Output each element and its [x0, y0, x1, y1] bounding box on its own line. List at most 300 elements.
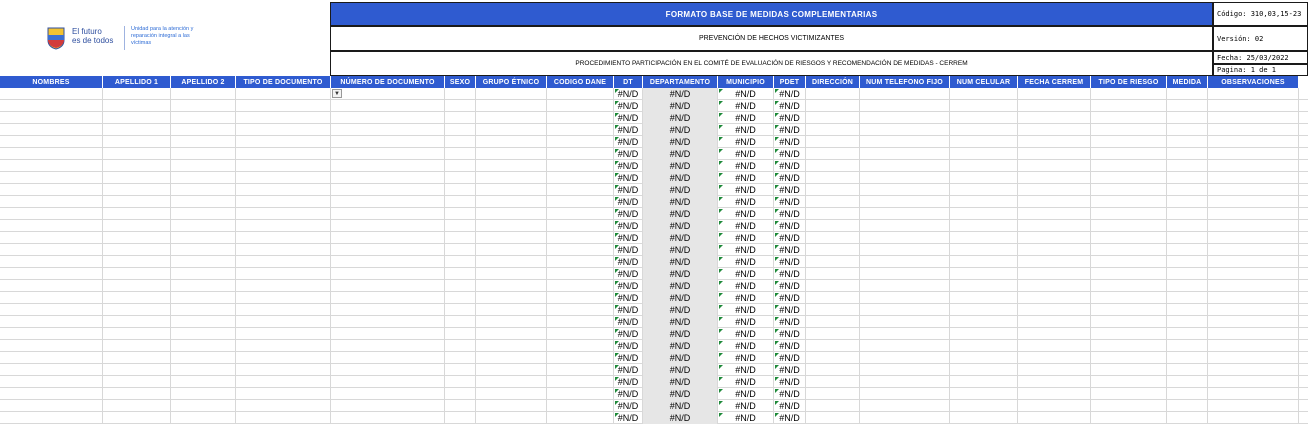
cell-depto-na[interactable]: #N/D — [643, 400, 718, 412]
cell-num_doc[interactable] — [331, 172, 445, 184]
cell-pdet-na[interactable]: #N/D — [774, 100, 806, 112]
cell-dir[interactable] — [806, 304, 860, 316]
cell-depto-na[interactable]: #N/D — [643, 232, 718, 244]
cell-depto-na[interactable]: #N/D — [643, 112, 718, 124]
cell-dir[interactable] — [806, 196, 860, 208]
cell-dir[interactable] — [806, 376, 860, 388]
cell-apellido1[interactable] — [103, 124, 171, 136]
cell-dane[interactable] — [547, 88, 614, 100]
dropdown-arrow-icon[interactable]: ▼ — [332, 89, 342, 98]
cell-dt-na[interactable]: #N/D — [614, 112, 643, 124]
cell-nombres[interactable] — [0, 292, 103, 304]
cell-grupo[interactable] — [476, 280, 547, 292]
cell-apellido2[interactable] — [171, 244, 236, 256]
cell-apellido2[interactable] — [171, 268, 236, 280]
cell-apellido1[interactable] — [103, 352, 171, 364]
cell-apellido1[interactable] — [103, 388, 171, 400]
cell-dane[interactable] — [547, 232, 614, 244]
cell-riesgo[interactable] — [1091, 88, 1167, 100]
cell-sexo[interactable] — [445, 112, 476, 124]
cell-pdet-na[interactable]: #N/D — [774, 304, 806, 316]
cell-depto-na[interactable]: #N/D — [643, 340, 718, 352]
cell-pdet-na[interactable]: #N/D — [774, 364, 806, 376]
cell-sexo[interactable] — [445, 292, 476, 304]
cell-sexo[interactable] — [445, 412, 476, 424]
cell-fecha[interactable] — [1018, 160, 1091, 172]
cell-depto-na[interactable]: #N/D — [643, 172, 718, 184]
cell-muni-na[interactable]: #N/D — [718, 352, 774, 364]
cell-tipo_doc[interactable] — [236, 328, 331, 340]
cell-muni-na[interactable]: #N/D — [718, 112, 774, 124]
cell-apellido2[interactable] — [171, 256, 236, 268]
cell-apellido2[interactable] — [171, 388, 236, 400]
cell-riesgo[interactable] — [1091, 148, 1167, 160]
cell-fecha[interactable] — [1018, 172, 1091, 184]
cell-tipo_doc[interactable] — [236, 232, 331, 244]
cell-obs[interactable] — [1208, 292, 1299, 304]
cell-apellido1[interactable] — [103, 412, 171, 424]
cell-cel[interactable] — [950, 280, 1018, 292]
column-header-tipo_doc[interactable]: TIPO DE DOCUMENTO — [236, 76, 331, 88]
cell-fecha[interactable] — [1018, 220, 1091, 232]
cell-dir[interactable] — [806, 388, 860, 400]
cell-apellido1[interactable] — [103, 184, 171, 196]
cell-riesgo[interactable] — [1091, 184, 1167, 196]
cell-tipo_doc[interactable] — [236, 244, 331, 256]
cell-depto-na[interactable]: #N/D — [643, 244, 718, 256]
cell-sexo[interactable] — [445, 88, 476, 100]
cell-apellido1[interactable] — [103, 304, 171, 316]
cell-sexo[interactable] — [445, 328, 476, 340]
column-header-dir[interactable]: DIRECCIÓN — [806, 76, 860, 88]
cell-pdet-na[interactable]: #N/D — [774, 160, 806, 172]
cell-obs[interactable] — [1208, 256, 1299, 268]
cell-fecha[interactable] — [1018, 340, 1091, 352]
cell-apellido2[interactable] — [171, 172, 236, 184]
cell-apellido1[interactable] — [103, 340, 171, 352]
cell-sexo[interactable] — [445, 316, 476, 328]
cell-num_doc[interactable] — [331, 220, 445, 232]
cell-pdet-na[interactable]: #N/D — [774, 244, 806, 256]
cell-obs[interactable] — [1208, 400, 1299, 412]
cell-num_doc[interactable] — [331, 184, 445, 196]
cell-apellido2[interactable] — [171, 220, 236, 232]
cell-riesgo[interactable] — [1091, 376, 1167, 388]
cell-dt-na[interactable]: #N/D — [614, 172, 643, 184]
cell-cel[interactable] — [950, 244, 1018, 256]
cell-obs[interactable] — [1208, 136, 1299, 148]
cell-muni-na[interactable]: #N/D — [718, 292, 774, 304]
cell-pdet-na[interactable]: #N/D — [774, 352, 806, 364]
cell-dane[interactable] — [547, 352, 614, 364]
cell-dt-na[interactable]: #N/D — [614, 220, 643, 232]
cell-dane[interactable] — [547, 364, 614, 376]
cell-obs[interactable] — [1208, 100, 1299, 112]
cell-apellido2[interactable] — [171, 412, 236, 424]
cell-obs[interactable] — [1208, 328, 1299, 340]
cell-dane[interactable] — [547, 184, 614, 196]
cell-apellido2[interactable] — [171, 304, 236, 316]
cell-riesgo[interactable] — [1091, 208, 1167, 220]
cell-cel[interactable] — [950, 400, 1018, 412]
cell-riesgo[interactable] — [1091, 220, 1167, 232]
cell-dane[interactable] — [547, 220, 614, 232]
cell-apellido2[interactable] — [171, 184, 236, 196]
cell-pdet-na[interactable]: #N/D — [774, 388, 806, 400]
column-header-num_doc[interactable]: NÚMERO DE DOCUMENTO — [331, 76, 445, 88]
cell-cel[interactable] — [950, 256, 1018, 268]
cell-riesgo[interactable] — [1091, 232, 1167, 244]
cell-dt-na[interactable]: #N/D — [614, 184, 643, 196]
cell-riesgo[interactable] — [1091, 136, 1167, 148]
column-header-dane[interactable]: CODIGO DANE — [547, 76, 614, 88]
cell-dt-na[interactable]: #N/D — [614, 196, 643, 208]
cell-fecha[interactable] — [1018, 256, 1091, 268]
cell-dt-na[interactable]: #N/D — [614, 268, 643, 280]
cell-sexo[interactable] — [445, 220, 476, 232]
cell-tel[interactable] — [860, 172, 950, 184]
cell-tel[interactable] — [860, 112, 950, 124]
cell-grupo[interactable] — [476, 340, 547, 352]
cell-cel[interactable] — [950, 268, 1018, 280]
cell-medida[interactable] — [1167, 208, 1208, 220]
cell-sexo[interactable] — [445, 148, 476, 160]
cell-tel[interactable] — [860, 412, 950, 424]
cell-apellido1[interactable] — [103, 88, 171, 100]
cell-nombres[interactable] — [0, 208, 103, 220]
cell-fecha[interactable] — [1018, 316, 1091, 328]
cell-depto-na[interactable]: #N/D — [643, 100, 718, 112]
cell-num_doc[interactable] — [331, 196, 445, 208]
cell-muni-na[interactable]: #N/D — [718, 412, 774, 424]
cell-num_doc[interactable] — [331, 328, 445, 340]
cell-tipo_doc[interactable] — [236, 340, 331, 352]
cell-cel[interactable] — [950, 412, 1018, 424]
cell-muni-na[interactable]: #N/D — [718, 184, 774, 196]
column-header-obs[interactable]: OBSERVACIONES — [1208, 76, 1299, 88]
cell-apellido2[interactable] — [171, 364, 236, 376]
cell-tipo_doc[interactable] — [236, 100, 331, 112]
cell-dt-na[interactable]: #N/D — [614, 124, 643, 136]
cell-tipo_doc[interactable] — [236, 208, 331, 220]
cell-num_doc[interactable] — [331, 340, 445, 352]
cell-tel[interactable] — [860, 340, 950, 352]
cell-nombres[interactable] — [0, 184, 103, 196]
cell-pdet-na[interactable]: #N/D — [774, 172, 806, 184]
cell-depto-na[interactable]: #N/D — [643, 412, 718, 424]
cell-depto-na[interactable]: #N/D — [643, 148, 718, 160]
cell-dir[interactable] — [806, 268, 860, 280]
column-header-riesgo[interactable]: TIPO DE RIESGO — [1091, 76, 1167, 88]
cell-dir[interactable] — [806, 160, 860, 172]
cell-tipo_doc[interactable] — [236, 184, 331, 196]
cell-apellido2[interactable] — [171, 328, 236, 340]
cell-depto-na[interactable]: #N/D — [643, 388, 718, 400]
cell-tel[interactable] — [860, 220, 950, 232]
cell-dt-na[interactable]: #N/D — [614, 100, 643, 112]
cell-dt-na[interactable]: #N/D — [614, 352, 643, 364]
cell-medida[interactable] — [1167, 160, 1208, 172]
cell-dane[interactable] — [547, 316, 614, 328]
cell-grupo[interactable] — [476, 184, 547, 196]
cell-num_doc[interactable] — [331, 376, 445, 388]
column-header-fecha[interactable]: FECHA CERREM — [1018, 76, 1091, 88]
cell-fecha[interactable] — [1018, 364, 1091, 376]
cell-pdet-na[interactable]: #N/D — [774, 340, 806, 352]
column-header-nombres[interactable]: NOMBRES — [0, 76, 103, 88]
cell-depto-na[interactable]: #N/D — [643, 280, 718, 292]
cell-nombres[interactable] — [0, 376, 103, 388]
cell-cel[interactable] — [950, 364, 1018, 376]
cell-depto-na[interactable]: #N/D — [643, 292, 718, 304]
cell-medida[interactable] — [1167, 124, 1208, 136]
cell-fecha[interactable] — [1018, 88, 1091, 100]
cell-depto-na[interactable]: #N/D — [643, 220, 718, 232]
cell-obs[interactable] — [1208, 232, 1299, 244]
cell-apellido2[interactable] — [171, 292, 236, 304]
cell-nombres[interactable] — [0, 88, 103, 100]
cell-medida[interactable] — [1167, 112, 1208, 124]
cell-dt-na[interactable]: #N/D — [614, 376, 643, 388]
cell-obs[interactable] — [1208, 220, 1299, 232]
cell-tipo_doc[interactable] — [236, 196, 331, 208]
cell-muni-na[interactable]: #N/D — [718, 244, 774, 256]
cell-fecha[interactable] — [1018, 124, 1091, 136]
cell-fecha[interactable] — [1018, 280, 1091, 292]
cell-medida[interactable] — [1167, 220, 1208, 232]
cell-dir[interactable] — [806, 400, 860, 412]
column-header-tel[interactable]: NUM TELEFONO FIJO — [860, 76, 950, 88]
cell-riesgo[interactable] — [1091, 352, 1167, 364]
column-header-cel[interactable]: NUM CELULAR — [950, 76, 1018, 88]
cell-cel[interactable] — [950, 136, 1018, 148]
cell-sexo[interactable] — [445, 256, 476, 268]
cell-tel[interactable] — [860, 352, 950, 364]
cell-pdet-na[interactable]: #N/D — [774, 184, 806, 196]
cell-nombres[interactable] — [0, 340, 103, 352]
cell-pdet-na[interactable]: #N/D — [774, 400, 806, 412]
cell-muni-na[interactable]: #N/D — [718, 232, 774, 244]
cell-apellido2[interactable] — [171, 352, 236, 364]
cell-sexo[interactable] — [445, 304, 476, 316]
cell-muni-na[interactable]: #N/D — [718, 100, 774, 112]
cell-riesgo[interactable] — [1091, 280, 1167, 292]
cell-riesgo[interactable] — [1091, 340, 1167, 352]
cell-dane[interactable] — [547, 208, 614, 220]
cell-dane[interactable] — [547, 172, 614, 184]
cell-cel[interactable] — [950, 88, 1018, 100]
cell-depto-na[interactable]: #N/D — [643, 328, 718, 340]
cell-sexo[interactable] — [445, 388, 476, 400]
cell-muni-na[interactable]: #N/D — [718, 88, 774, 100]
cell-fecha[interactable] — [1018, 184, 1091, 196]
cell-depto-na[interactable]: #N/D — [643, 196, 718, 208]
cell-dt-na[interactable]: #N/D — [614, 340, 643, 352]
cell-obs[interactable] — [1208, 388, 1299, 400]
cell-nombres[interactable] — [0, 124, 103, 136]
cell-riesgo[interactable] — [1091, 244, 1167, 256]
cell-tel[interactable] — [860, 88, 950, 100]
cell-medida[interactable] — [1167, 352, 1208, 364]
cell-nombres[interactable] — [0, 304, 103, 316]
cell-obs[interactable] — [1208, 208, 1299, 220]
cell-tel[interactable] — [860, 304, 950, 316]
cell-cel[interactable] — [950, 352, 1018, 364]
cell-pdet-na[interactable]: #N/D — [774, 112, 806, 124]
cell-num_doc[interactable] — [331, 316, 445, 328]
cell-fecha[interactable] — [1018, 400, 1091, 412]
cell-tipo_doc[interactable] — [236, 220, 331, 232]
cell-apellido2[interactable] — [171, 124, 236, 136]
cell-dir[interactable] — [806, 148, 860, 160]
cell-tel[interactable] — [860, 400, 950, 412]
cell-medida[interactable] — [1167, 268, 1208, 280]
cell-medida[interactable] — [1167, 292, 1208, 304]
cell-obs[interactable] — [1208, 184, 1299, 196]
cell-dt-na[interactable]: #N/D — [614, 316, 643, 328]
cell-pdet-na[interactable]: #N/D — [774, 232, 806, 244]
cell-riesgo[interactable] — [1091, 256, 1167, 268]
cell-pdet-na[interactable]: #N/D — [774, 268, 806, 280]
cell-obs[interactable] — [1208, 364, 1299, 376]
cell-tel[interactable] — [860, 136, 950, 148]
cell-nombres[interactable] — [0, 316, 103, 328]
column-header-medida[interactable]: MEDIDA — [1167, 76, 1208, 88]
cell-depto-na[interactable]: #N/D — [643, 316, 718, 328]
cell-nombres[interactable] — [0, 172, 103, 184]
cell-medida[interactable] — [1167, 244, 1208, 256]
cell-tipo_doc[interactable] — [236, 88, 331, 100]
cell-apellido2[interactable] — [171, 280, 236, 292]
cell-tipo_doc[interactable] — [236, 388, 331, 400]
cell-dir[interactable] — [806, 352, 860, 364]
cell-tel[interactable] — [860, 316, 950, 328]
cell-grupo[interactable] — [476, 160, 547, 172]
cell-sexo[interactable] — [445, 136, 476, 148]
cell-tel[interactable] — [860, 244, 950, 256]
cell-cel[interactable] — [950, 232, 1018, 244]
cell-depto-na[interactable]: #N/D — [643, 268, 718, 280]
cell-tel[interactable] — [860, 376, 950, 388]
column-header-dt[interactable]: DT — [614, 76, 643, 88]
cell-nombres[interactable] — [0, 256, 103, 268]
cell-obs[interactable] — [1208, 412, 1299, 424]
cell-dt-na[interactable]: #N/D — [614, 400, 643, 412]
cell-cel[interactable] — [950, 340, 1018, 352]
cell-fecha[interactable] — [1018, 268, 1091, 280]
cell-dir[interactable] — [806, 232, 860, 244]
cell-grupo[interactable] — [476, 196, 547, 208]
cell-pdet-na[interactable]: #N/D — [774, 292, 806, 304]
cell-tel[interactable] — [860, 280, 950, 292]
cell-grupo[interactable] — [476, 112, 547, 124]
cell-dt-na[interactable]: #N/D — [614, 328, 643, 340]
cell-apellido1[interactable] — [103, 112, 171, 124]
cell-riesgo[interactable] — [1091, 112, 1167, 124]
cell-sexo[interactable] — [445, 280, 476, 292]
cell-muni-na[interactable]: #N/D — [718, 160, 774, 172]
cell-medida[interactable] — [1167, 100, 1208, 112]
cell-num_doc[interactable] — [331, 400, 445, 412]
cell-dir[interactable] — [806, 112, 860, 124]
column-header-apellido2[interactable]: APELLIDO 2 — [171, 76, 236, 88]
cell-tipo_doc[interactable] — [236, 364, 331, 376]
cell-tel[interactable] — [860, 364, 950, 376]
cell-apellido1[interactable] — [103, 364, 171, 376]
cell-fecha[interactable] — [1018, 244, 1091, 256]
cell-nombres[interactable] — [0, 268, 103, 280]
cell-apellido2[interactable] — [171, 160, 236, 172]
cell-tipo_doc[interactable] — [236, 304, 331, 316]
cell-num_doc[interactable] — [331, 124, 445, 136]
cell-nombres[interactable] — [0, 160, 103, 172]
cell-apellido2[interactable] — [171, 208, 236, 220]
cell-dt-na[interactable]: #N/D — [614, 244, 643, 256]
cell-tipo_doc[interactable] — [236, 124, 331, 136]
column-header-sexo[interactable]: SEXO — [445, 76, 476, 88]
cell-riesgo[interactable] — [1091, 124, 1167, 136]
cell-obs[interactable] — [1208, 112, 1299, 124]
cell-dane[interactable] — [547, 244, 614, 256]
cell-nombres[interactable] — [0, 412, 103, 424]
cell-grupo[interactable] — [476, 256, 547, 268]
cell-dt-na[interactable]: #N/D — [614, 256, 643, 268]
cell-grupo[interactable] — [476, 316, 547, 328]
cell-grupo[interactable] — [476, 352, 547, 364]
cell-sexo[interactable] — [445, 232, 476, 244]
cell-grupo[interactable] — [476, 292, 547, 304]
cell-apellido1[interactable] — [103, 400, 171, 412]
cell-cel[interactable] — [950, 304, 1018, 316]
cell-cel[interactable] — [950, 124, 1018, 136]
cell-fecha[interactable] — [1018, 196, 1091, 208]
cell-tipo_doc[interactable] — [236, 412, 331, 424]
cell-dt-na[interactable]: #N/D — [614, 388, 643, 400]
cell-dir[interactable] — [806, 328, 860, 340]
cell-num_doc[interactable] — [331, 352, 445, 364]
cell-num_doc[interactable] — [331, 412, 445, 424]
cell-grupo[interactable] — [476, 268, 547, 280]
cell-obs[interactable] — [1208, 268, 1299, 280]
cell-fecha[interactable] — [1018, 148, 1091, 160]
column-header-grupo[interactable]: GRUPO ÉTNICO — [476, 76, 547, 88]
cell-dir[interactable] — [806, 220, 860, 232]
cell-dane[interactable] — [547, 376, 614, 388]
cell-sexo[interactable] — [445, 196, 476, 208]
cell-dt-na[interactable]: #N/D — [614, 136, 643, 148]
cell-depto-na[interactable]: #N/D — [643, 352, 718, 364]
cell-riesgo[interactable] — [1091, 292, 1167, 304]
cell-medida[interactable] — [1167, 280, 1208, 292]
cell-grupo[interactable] — [476, 100, 547, 112]
cell-fecha[interactable] — [1018, 136, 1091, 148]
cell-dane[interactable] — [547, 136, 614, 148]
cell-dane[interactable] — [547, 160, 614, 172]
cell-sexo[interactable] — [445, 172, 476, 184]
cell-dane[interactable] — [547, 100, 614, 112]
cell-dir[interactable] — [806, 124, 860, 136]
cell-dane[interactable] — [547, 304, 614, 316]
cell-muni-na[interactable]: #N/D — [718, 328, 774, 340]
cell-muni-na[interactable]: #N/D — [718, 172, 774, 184]
cell-num_doc[interactable] — [331, 136, 445, 148]
cell-tel[interactable] — [860, 328, 950, 340]
cell-nombres[interactable] — [0, 196, 103, 208]
cell-grupo[interactable] — [476, 364, 547, 376]
cell-medida[interactable] — [1167, 148, 1208, 160]
cell-dt-na[interactable]: #N/D — [614, 280, 643, 292]
cell-muni-na[interactable]: #N/D — [718, 340, 774, 352]
